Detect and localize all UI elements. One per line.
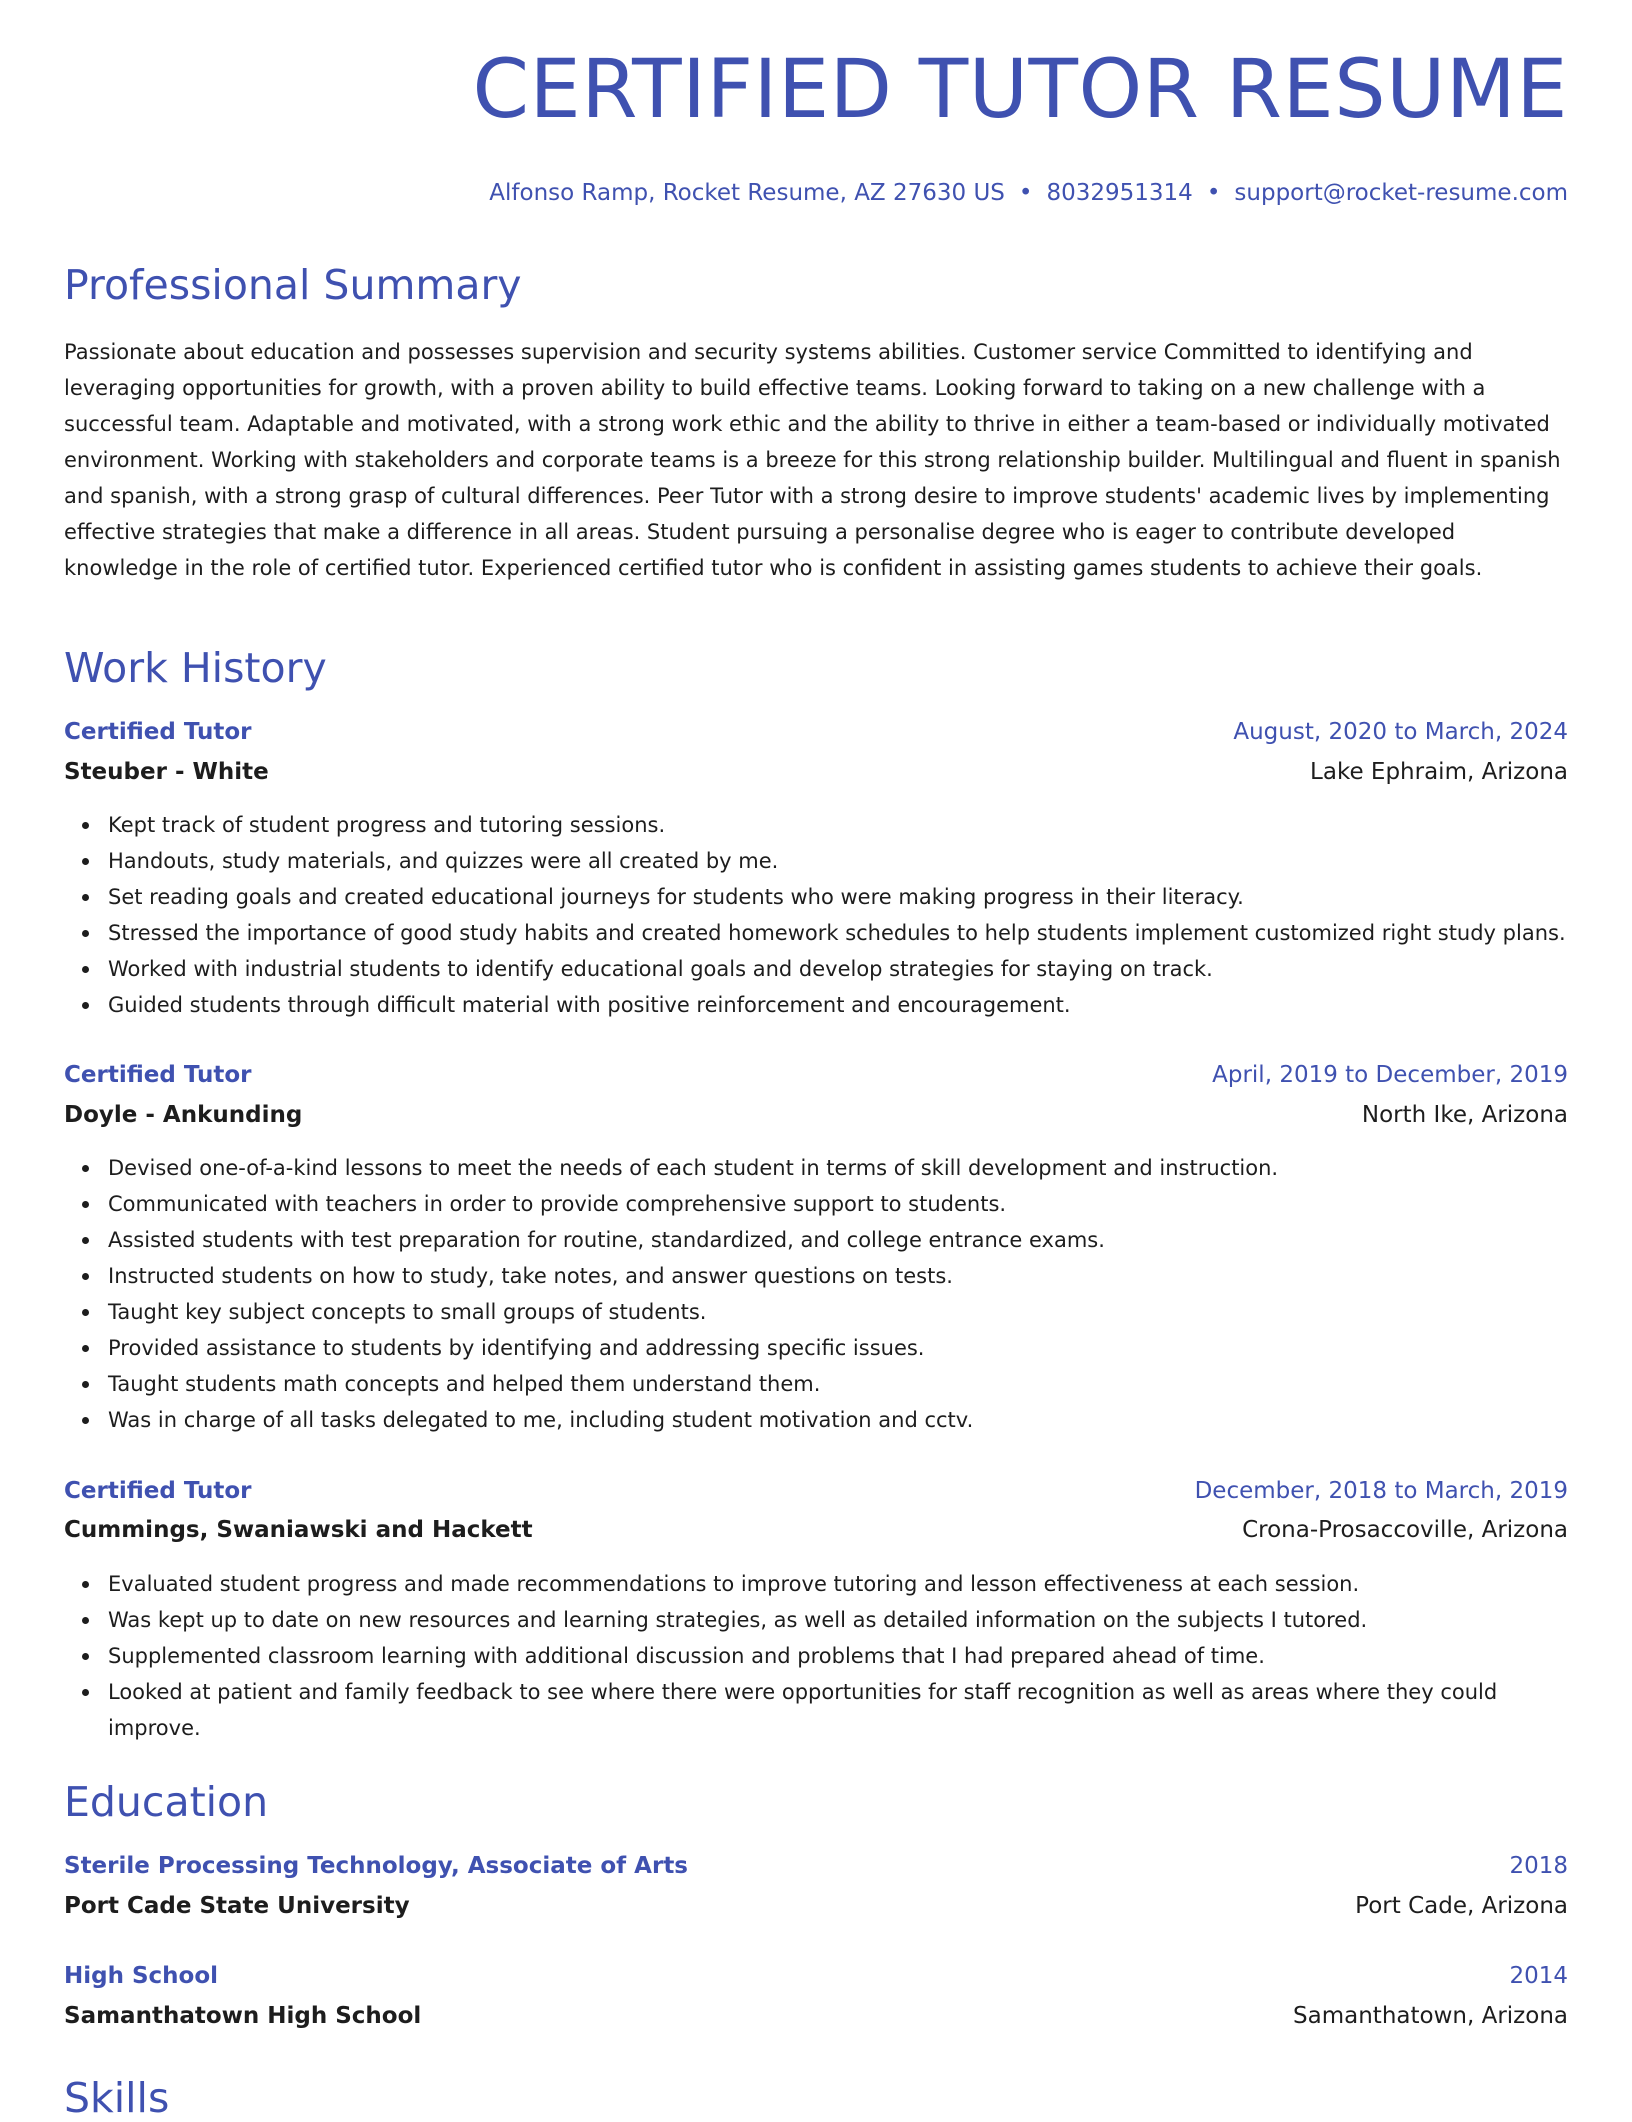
job-bullet: Worked with industrial students to identify educational goals and develop strategies for staying on track. <box>108 951 1568 987</box>
job-bullet: Assisted students with test preparation for routine, standardized, and college entrance exams. <box>108 1222 1568 1258</box>
education-heading: Education <box>64 1778 269 1826</box>
job-3-title-row <box>64 1476 1568 1506</box>
job-bullet: Communicated with teachers in order to provide comprehensive support to students. <box>108 1186 1568 1222</box>
job-bullet: Handouts, study materials, and quizzes were all created by me. <box>108 843 1568 879</box>
education-school: Samanthatown High School <box>64 2003 422 2029</box>
job-bullet: Set reading goals and created educational journeys for students who were making progress in their literacy. <box>108 879 1568 915</box>
job-bullet: Guided students through difficult material with positive reinforcement and encouragement. <box>108 987 1568 1023</box>
education-degree: High School <box>64 1963 219 1989</box>
job-bullet: Stressed the importance of good study habits and created homework schedules to help students implement customized right study plans. <box>108 915 1568 951</box>
job-2-title-row <box>64 1060 1568 1090</box>
job-bullet: Provided assistance to students by identifying and addressing specific issues. <box>108 1330 1568 1366</box>
job-bullet: Taught students math concepts and helped them understand them. <box>108 1366 1568 1402</box>
job-company: Cummings, Swaniawski and Hackett <box>64 1517 533 1543</box>
job-2-company-row <box>64 1100 1568 1130</box>
education-location: Port Cade, Arizona <box>1355 1893 1568 1919</box>
education-2-degree-row <box>64 1961 1568 1991</box>
education-location: Samanthatown, Arizona <box>1293 2003 1568 2029</box>
job-bullet: Was kept up to date on new resources and learning strategies, as well as detailed information on the subjects I tutored. <box>108 1602 1568 1638</box>
job-title: Certified Tutor <box>64 1062 252 1088</box>
contact-email[interactable]: support@rocket-resume.com <box>1234 180 1568 206</box>
job-bullet: Devised one-of-a-kind lessons to meet the needs of each student in terms of skill development and instruction. <box>108 1150 1568 1186</box>
contact-phone: 8032951314 <box>1046 180 1193 206</box>
job-dates: August, 2020 to March, 2024 <box>1233 719 1568 745</box>
job-bullet: Looked at patient and family feedback to see where there were opportunities for staff recognition as well as areas where they could improve. <box>108 1674 1568 1746</box>
resume-title: CERTIFIED TUTOR RESUME <box>472 43 1568 137</box>
education-degree: Sterile Processing Technology, Associate of Arts <box>64 1853 688 1879</box>
job-bullet: Was in charge of all tasks delegated to me, including student motivation and cctv. <box>108 1402 1568 1438</box>
job-1-title-row <box>64 717 1568 747</box>
summary-heading: Professional Summary <box>64 261 522 309</box>
job-location: North Ike, Arizona <box>1361 1102 1568 1128</box>
job-bullet: Supplemented classroom learning with additional discussion and problems that I had prepared ahead of time. <box>108 1638 1568 1674</box>
education-school: Port Cade State University <box>64 1893 410 1919</box>
job-company: Doyle - Ankunding <box>64 1102 303 1128</box>
job-bullet: Evaluated student progress and made recommendations to improve tutoring and lesson effectiveness at each session. <box>108 1566 1568 1602</box>
education-1-degree-row <box>64 1851 1568 1881</box>
job-title: Certified Tutor <box>64 719 252 745</box>
education-2-school-row <box>64 2001 1568 2031</box>
contact-line <box>489 180 1568 206</box>
job-location: Crona-Prosaccoville, Arizona <box>1242 1517 1568 1543</box>
job-3-bullets <box>64 1566 1568 1746</box>
job-bullet: Kept track of student progress and tutoring sessions. <box>108 807 1568 843</box>
job-3-company-row <box>64 1515 1568 1545</box>
job-location: Lake Ephraim, Arizona <box>1310 759 1568 785</box>
job-dates: April, 2019 to December, 2019 <box>1212 1062 1568 1088</box>
job-title: Certified Tutor <box>64 1478 252 1504</box>
job-1-company-row <box>64 757 1568 787</box>
job-2-bullets <box>64 1150 1568 1438</box>
job-dates: December, 2018 to March, 2019 <box>1194 1478 1568 1504</box>
work-history-heading: Work History <box>64 644 327 692</box>
contact-address: Alfonso Ramp, Rocket Resume, AZ 27630 US <box>489 180 1005 206</box>
job-bullet: Instructed students on how to study, take notes, and answer questions on tests. <box>108 1258 1568 1294</box>
skills-heading: Skills <box>64 2074 170 2122</box>
summary-text: Passionate about education and possesses supervision and security systems abilities. Customer service Committed to identifying and leveraging opportunities for growth, with a proven ability to build effective teams. Looking forward to taking on a new challenge with a successful team. Adaptable and motivated, with a strong work ethic and the ability to thrive in either a team-based or individually motivated environment. Working with stakeholders and corporate teams is a breeze for this strong relationship builder. Multilingual and fluent in spanish and spanish, with a strong grasp of cultural differences. Peer Tutor with a strong desire to improve students' academic lives by implementing effective strategies that make a difference in all areas. Student pursuing a personalise degree who is eager to contribute developed knowledge in the role of certified tutor. Experienced certified tutor who is confident in assisting games students to achieve their goals. <box>64 340 1561 580</box>
job-bullet: Taught key subject concepts to small groups of students. <box>108 1294 1568 1330</box>
job-company: Steuber - White <box>64 759 269 785</box>
job-1-bullets <box>64 807 1568 1023</box>
contact-separator: • <box>1018 180 1033 206</box>
education-year: 2018 <box>1509 1853 1568 1879</box>
contact-separator: • <box>1206 180 1221 206</box>
education-year: 2014 <box>1509 1963 1568 1989</box>
education-1-school-row <box>64 1891 1568 1921</box>
